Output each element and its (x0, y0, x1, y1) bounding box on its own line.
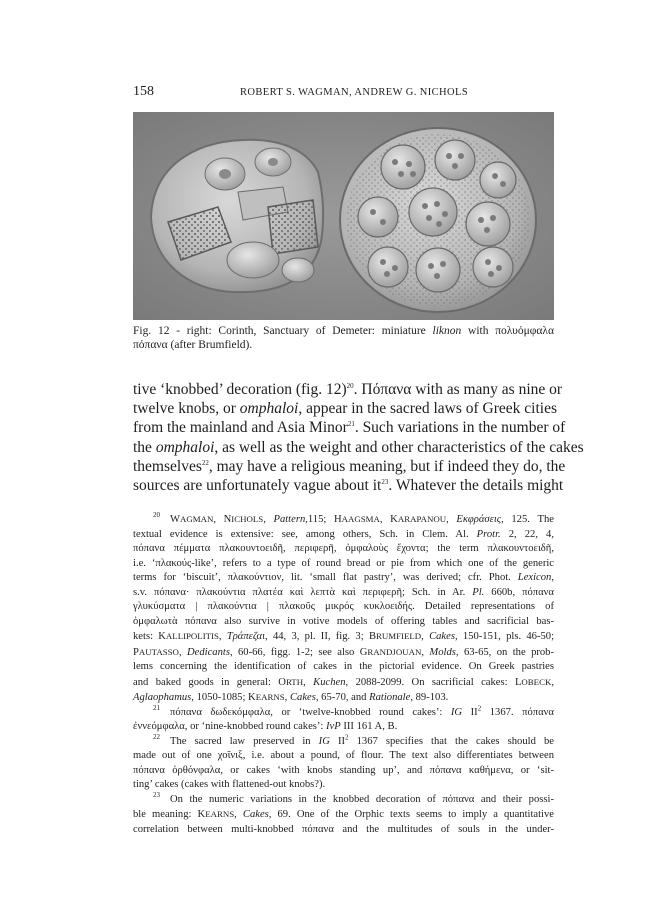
footnote-line: γλυκύσματα | πλακούντια | πλακοῦς μικρός κυκλοειδής. Detailed representations of (133, 601, 554, 612)
figure-photograph (133, 112, 554, 320)
footnote-line: correlation between multi-knobbed πόπανα and the multitudes of souls in the under- (133, 823, 554, 835)
body-line: twelve knobs, or omphaloi, appear in the sacred laws of Greek cities (133, 400, 557, 418)
figure-caption (133, 324, 554, 352)
body-line: from the mainland and Asia Minor$^{21}$. Such variations in the number of (133, 419, 566, 437)
body-paragraph (133, 380, 584, 495)
caption-line: πόπανα (after Brumfield). (133, 339, 253, 351)
footnote-line: πόπανα πέμματα πλακουντοειδῆ, περιφερῆ, ὀμφαλοὺς ἔχοντα; the term πλακουντοειδῆ, (133, 543, 554, 554)
footnote-line: textual evidence is extensive: see, among others, Sch. in Clem. Al. Protr. 2, 22, 4, (133, 528, 554, 540)
footnote-line: $^{21}$ πόπανα δωδεκόμφαλα, or ‘twelve-knobbed round cakes’: IG $II^2$ 1367. πόπανα (153, 703, 554, 718)
footnote-line: made out of one χοῖνιξ, i.e. about a pound, of flour. The text also differentiates between (133, 750, 554, 761)
footnote-line: ὀμφαλωτὰ πόπανα also survive in votive models of offering tables and sacrificial bas- (133, 615, 554, 627)
body-line: the omphaloi, as well as the weight and other characteristics of the cakes (133, 438, 584, 456)
body-line: sources are unfortunately vague about $it^{23}$. Whatever the details might (133, 477, 564, 495)
footnote-line: and baked goods in general: ORTH, Kuchen, 2088-2099. On sacrificial cakes: LOBECK, (133, 676, 554, 688)
footnote-line: terms for ‘biscuit’, πλακούντιον, lit. ‘small flat pastry’, was derived; cfr. Phot. Lexicon, (133, 572, 554, 583)
footnote-line: lems concerning the identification of cakes in the pictorial evidence. On Greek pastries (133, 661, 554, 672)
footnote-line: PAUTASSO, Dedicants, 60-66, figg. 1-2; see also GRANDJOUAN, Molds, 63-65, on the prob- (133, 646, 555, 658)
footnotes (133, 512, 554, 837)
footnote-line: ting’ cakes (cakes with flattened-out knobs?). (133, 779, 326, 790)
caption-line: Fig. 12 - right: Corinth, Sanctuary of Demeter: miniature liknon with πολυόμφαλα (133, 325, 554, 337)
footnote-line: i.e. ‘πλακούς-like’, refers to a type of round bread or pie from which one of the generic (133, 557, 554, 569)
footnote-line: ἐννεόμφαλα, or ‘nine-knobbed round cakes’: IvP III 161 A, B. (133, 721, 398, 732)
running-head: ROBERT S. WAGMAN, ANDREW G. NICHOLS (240, 87, 469, 98)
page-number: 158 (133, 84, 154, 99)
footnote-line: kets: KALLIPOLITIS, Τράπεζαι, 44, 3, pl. II, fig. 3; BRUMFIELD, Cakes, 150-151, pls. 46-50; (133, 631, 555, 642)
footnote-line: $^{20}$ WAGMAN, NICHOLS, Pattern,115; HAAGSMA, KARAPANOU, Εκφράσεις, 125. The (153, 511, 554, 525)
liknon-photo (133, 112, 554, 320)
body-line: tive ‘knobbed’ decoration (fig. 12)$^{20}$. Πόπανα with as many as nine or (133, 381, 563, 398)
footnote-line: Aglaophamus, 1050-1085; KEARNS, Cakes, 65-70, and Rationale, 89-103. (133, 692, 449, 703)
footnote-line: ble meaning: KEARNS, Cakes, 69. One of the Orphic texts seems to imply a quantitative (133, 809, 554, 820)
footnote-line: $^{22}$ The sacred law preserved in IG $II^2$ 1367 specifies that the cakes should be (153, 732, 554, 747)
footnote-line: s.v. πόπανα· πλακούντια πλατέα καὶ λεπτὰ καὶ περιφερῆ; Sch. in Ar. Pl. 660b, πόπανα (133, 586, 554, 598)
footnote-line: $^{23}$ On the numeric variations in the knobbed decoration of πόπανα and their possi- (153, 790, 554, 805)
body-line: themselves$^{22}$, may have a religious meaning, but if indeed they do, the (133, 457, 566, 475)
footnote-line: πόπανα ὀρθόνφαλα, or cakes ‘with knobs standing up’, and πόπανα καθήμενα, or ‘sit- (133, 764, 554, 776)
